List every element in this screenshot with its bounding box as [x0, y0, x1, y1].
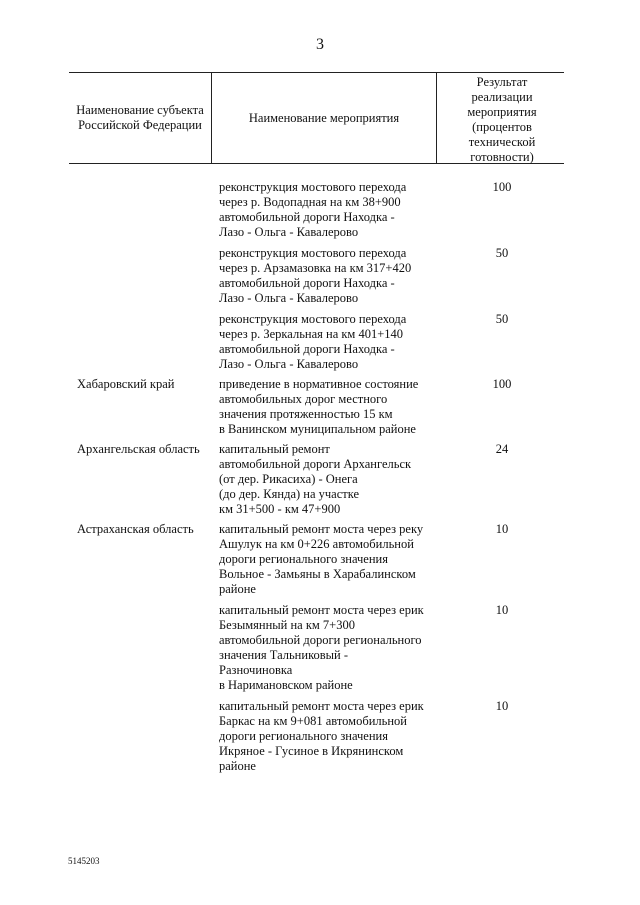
- header-activity: Наименование мероприятия: [248, 111, 400, 125]
- table-row-result: 50: [495, 246, 509, 260]
- table-row-activity: капитальный ремонт автомобильной дороги Архангельск (от дер. Рикасиха) - Онега (до дер. Кянда) на участке км 31+500 - км 47+900: [219, 442, 412, 516]
- table-row-region: Астраханская область: [77, 522, 194, 536]
- table-row-result: 10: [495, 603, 509, 617]
- table-row-region: Хабаровский край: [77, 377, 175, 391]
- table-row-result: 100: [492, 377, 512, 391]
- table-top-rule: [69, 72, 564, 73]
- header-result: Результат реализации мероприятия (процентов технической готовности): [467, 75, 537, 164]
- table-row-activity: реконструкция мостового перехода через р. Арзамазовка на км 317+420 автомобильной дороги Находка - Лазо - Ольга - Кавалерово: [219, 246, 412, 305]
- table-row-result: 10: [495, 699, 509, 713]
- table-row-activity: реконструкция мостового перехода через р. Зеркальная на км 401+140 автомобильной дороги Находка - Лазо - Ольга - Кавалерово: [219, 312, 407, 371]
- header-divider-1: [211, 72, 212, 163]
- table-row-result: 24: [495, 442, 509, 456]
- table-row-result: 100: [492, 180, 512, 194]
- header-region: Наименование субъекта Российской Федерации: [76, 103, 204, 132]
- table-row-activity: реконструкция мостового перехода через р. Водопадная на км 38+900 автомобильной дороги Находка - Лазо - Ольга - Кавалерово: [219, 180, 407, 239]
- table-row-activity: приведение в нормативное состояние автомобильных дорог местного значения протяженностью 15 км в Ванинском муниципальном районе: [219, 377, 419, 436]
- table-row-activity: капитальный ремонт моста через ерик Безымянный на км 7+300 автомобильной дороги регионального значения Тальниковый - Разночиновка в Наримановском районе: [219, 603, 424, 692]
- header-divider-2: [436, 72, 437, 163]
- table-row-result: 10: [495, 522, 509, 536]
- document-code: 5145203: [68, 856, 100, 866]
- table-row-region: Архангельская область: [77, 442, 200, 456]
- page-number: 3: [316, 36, 324, 53]
- table-row-activity: капитальный ремонт моста через ерик Баркас на км 9+081 автомобильной дороги регионального значения Икряное - Гусиное в Икрянинском районе: [219, 699, 424, 773]
- table-row-activity: капитальный ремонт моста через реку Ашулук на км 0+226 автомобильной дороги регионального значения Вольное - Замьяны в Харабалинском районе: [219, 522, 424, 596]
- table-row-result: 50: [495, 312, 509, 326]
